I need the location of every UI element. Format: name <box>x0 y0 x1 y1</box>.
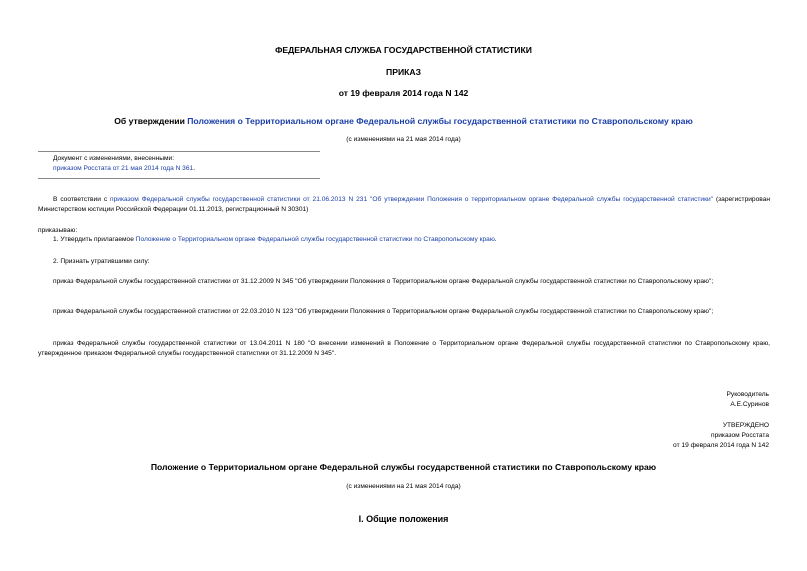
regulation-link[interactable]: Положения о Территориальном органе Федеральной службы государственной статистики по Ставропольскому краю <box>187 116 693 126</box>
divider-bottom <box>38 178 320 179</box>
approval-stamp: УТВЕРЖДЕНО <box>722 422 769 429</box>
amendment-note-label: Документ с изменениями, внесенными: <box>53 155 175 162</box>
item-1 <box>53 235 497 245</box>
order-title <box>0 116 807 126</box>
preamble-paragraph <box>38 195 770 215</box>
amendment-note-end: . <box>193 165 196 172</box>
item-1-link[interactable]: Положение о Территориальном органе Федеральной службы государственной статистики по Ставропольскому краю <box>135 236 495 243</box>
approval-date: от 19 февраля 2014 года N 142 <box>673 442 769 449</box>
preamble-suffix: (зарегистрирован Министерством юстиции Российской Федерации 01.11.2013, регистрационный N 30301) <box>38 196 770 213</box>
regulation-title: Положение о Территориальном органе Федеральной службы государственной статистики по Ставропольскому краю <box>150 462 657 472</box>
approval-by: приказом Росстата <box>711 432 769 439</box>
divider-top <box>38 151 320 152</box>
signatory-name: А.Е.Суринов <box>730 401 769 408</box>
amendment-note <box>53 164 195 174</box>
repeal-3: приказ Федеральной службы государственной статистики от 13.04.2011 N 180 "О внесении изменений в Положение о Территориальном органе Федеральной службы государственной статистики по Ставропольскому краю, утвержденное приказом Федеральной службы государственной статистики от 31.12.2009 N 345". <box>38 340 770 357</box>
preamble-prefix: В соответствии с <box>53 196 111 203</box>
section-1-heading: I. Общие положения <box>358 514 449 524</box>
basis-order-link[interactable]: приказом Федеральной службы государственной статистики от 21.06.2013 N 231 "Об утверждении Положения о территориальном органе Федеральной службы государственной статистики" <box>110 196 714 203</box>
order-title-prefix: Об утверждении <box>114 116 188 126</box>
item-1-prefix: 1. Утвердить прилагаемое <box>53 236 136 243</box>
order-word: приказываю: <box>38 227 78 234</box>
doc-type-heading: ПРИКАЗ <box>386 67 421 77</box>
item-1-suffix: . <box>494 236 497 243</box>
signatory-role: Руководитель <box>726 391 769 398</box>
regulation-amended-note: (с изменениями на 21 мая 2014 года) <box>346 483 461 490</box>
agency-heading: ФЕДЕРАЛЬНАЯ СЛУЖБА ГОСУДАРСТВЕННОЙ СТАТИСТИКИ <box>275 45 532 55</box>
item-2: 2. Признать утратившими силу: <box>53 258 150 265</box>
amendment-order-link[interactable]: приказом Росстата от 21 мая 2014 года N 361 <box>53 165 194 172</box>
repeal-1: приказ Федеральной службы государственной статистики от 31.12.2009 N 345 "Об утверждении Положения о Территориальном органе Федеральной службы государственной статистики по Ставропольскому краю"; <box>53 278 714 285</box>
amended-note: (с изменениями на 21 мая 2014 года) <box>346 136 461 143</box>
order-date-number: от 19 февраля 2014 года N 142 <box>338 88 469 98</box>
repeal-2: приказ Федеральной службы государственной статистики от 22.03.2010 N 123 "Об утверждении Положения о Территориальном органе Федеральной службы государственной статистики по Ставропольскому краю"; <box>53 308 714 315</box>
